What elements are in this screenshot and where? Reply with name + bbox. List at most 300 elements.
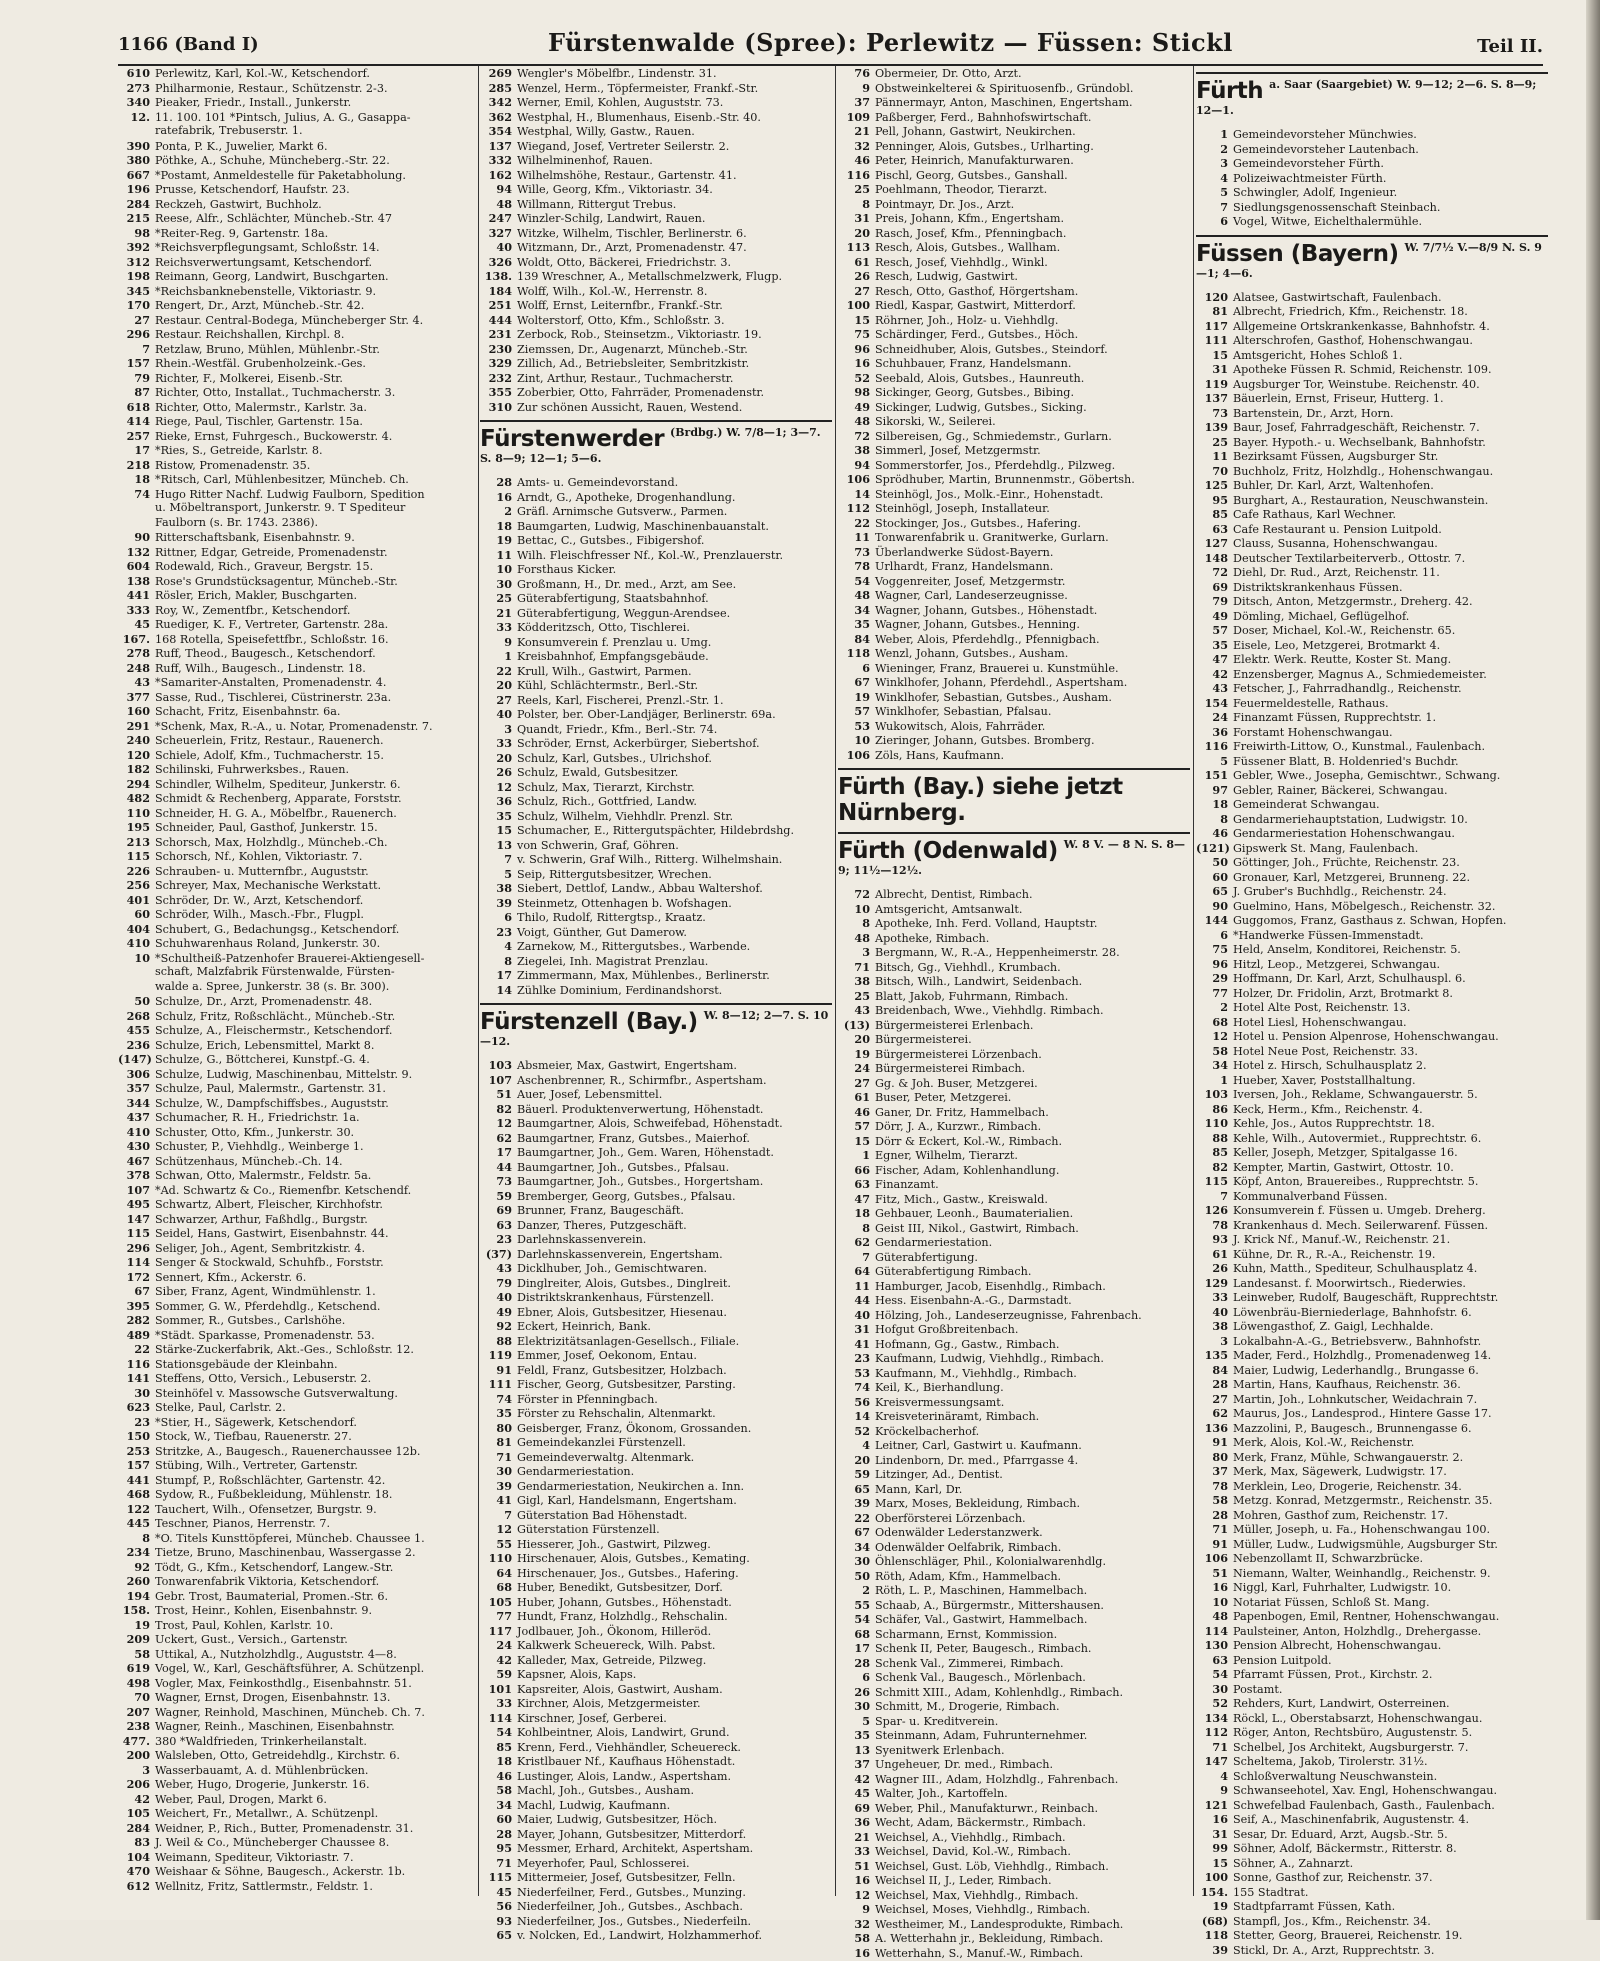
directory-entry: [480, 1363, 832, 1378]
subscriber-text: Winklhofer, Sebastian, Pfalsau.: [875, 705, 1052, 718]
subscriber-text: Seip, Rittergutsbesitzer, Wrechen.: [517, 867, 712, 881]
subscriber-text: Stadtpfarramt Füssen, Kath.: [1233, 1900, 1396, 1913]
directory-entry: [118, 574, 478, 589]
phone-number: 238: [126, 1719, 150, 1733]
phone-number: 253: [126, 1443, 150, 1458]
subscriber-text: Westphal, H., Blumenhaus, Eisenb.-Str. 40.: [517, 110, 761, 124]
directory-entry: [118, 835, 478, 850]
directory-entry: [838, 1830, 1190, 1845]
subscriber-text: Apotheke, Rimbach.: [875, 931, 990, 945]
directory-entry: [838, 1757, 1190, 1772]
phone-number: 495: [126, 1197, 150, 1211]
directory-entry: [838, 385, 1190, 400]
phone-number: 14: [854, 1409, 870, 1423]
subscriber-text: Bürgermeisterei Erlenbach.: [875, 1018, 1034, 1032]
directory-entry: [838, 414, 1190, 429]
phone-number: 12: [1212, 1029, 1228, 1043]
directory-entry: [118, 1647, 478, 1662]
phone-number: 4: [1220, 1768, 1228, 1783]
subscriber-text: Walsleben, Otto, Getreidehdlg., Kirchstr. 6.: [155, 1749, 400, 1762]
phone-number: 48: [854, 414, 870, 428]
directory-entry: [838, 1728, 1190, 1743]
subscriber-text: Reckzeh, Gastwirt, Buchholz.: [155, 197, 322, 211]
subscriber-text: Förster zu Rehschalin, Altenmarkt.: [517, 1407, 716, 1420]
phone-number: 215: [126, 211, 150, 225]
directory-entry: [838, 153, 1190, 168]
subscriber-text: Hundt, Franz, Holzhdlg., Rehschalin.: [517, 1610, 728, 1623]
subscriber-text: Sickinger, Ludwig, Gutsbes., Sicking.: [875, 400, 1087, 414]
subscriber-text: Schindler, Wilhelm, Spediteur, Junkerstr. 6.: [155, 777, 401, 791]
subscriber-text: Ganer, Dr. Fritz, Hammelbach.: [875, 1105, 1049, 1119]
subscriber-text: Kaufmann, M., Viehhdlg., Rimbach.: [875, 1366, 1077, 1380]
directory-entry: [1196, 971, 1548, 986]
subscriber-text: Wiegand, Josef, Vertreter Seilerstr. 2.: [517, 139, 730, 153]
phone-number: 110: [488, 1551, 512, 1565]
directory-entry: [838, 1134, 1190, 1149]
phone-number: 167.: [122, 631, 150, 646]
phone-number: 7: [504, 1507, 512, 1522]
directory-entry: [1196, 710, 1548, 725]
subscriber-text: Keck, Herm., Kfm., Reichenstr. 4.: [1233, 1102, 1423, 1116]
directory-entry: [838, 1177, 1190, 1192]
directory-entry: [480, 95, 832, 110]
office-hours: W. 7/7½ V.—8/9 N. S. 9—1; 4—6.: [1196, 240, 1542, 280]
subscriber-text: Kaufmann, Ludwig, Viehhdlg., Rimbach.: [875, 1352, 1104, 1365]
subscriber-text: Sommer, R., Gutsbes., Carlshöhe.: [155, 1314, 346, 1327]
phone-number: 116: [126, 1356, 150, 1371]
column-divider: [835, 66, 836, 1896]
phone-number: 19: [854, 1046, 870, 1061]
directory-entry: [838, 298, 1190, 313]
phone-number: 53: [854, 1365, 870, 1380]
subscriber-text: Röhrner, Joh., Holz- u. Viehhdlg.: [875, 313, 1059, 327]
directory-entry: [1196, 986, 1548, 1001]
subscriber-text: Polizeiwachtmeister Fürth.: [1233, 171, 1387, 185]
subscriber-text: Resch, Josef, Viehhdlg., Winkl.: [875, 255, 1048, 269]
subscriber-text: Schäfer, Val., Gastwirt, Hammelbach.: [875, 1613, 1088, 1626]
directory-entry: [480, 1406, 832, 1421]
subscriber-text: Absmeier, Max, Gastwirt, Engertsham.: [517, 1059, 737, 1072]
subscriber-text: Schröder, Wilh., Masch.-Fbr., Flugpl.: [155, 908, 364, 921]
subscriber-text: Kalleder, Max, Getreide, Pilzweg.: [517, 1653, 707, 1667]
subscriber-text: Pöthke, A., Schuhe, Müncheberg.-Str. 22.: [155, 154, 390, 167]
phone-number: 71: [496, 1855, 512, 1870]
directory-entry: [838, 1308, 1190, 1323]
directory-entry: [118, 1589, 478, 1604]
phone-number: 16: [854, 356, 870, 370]
subscriber-text: Darlehnskassenverein.: [517, 1233, 647, 1246]
directory-entry: [838, 1105, 1190, 1120]
directory-entry: [838, 1351, 1190, 1366]
phone-number: 268: [126, 1008, 150, 1023]
directory-entry: [480, 298, 832, 313]
phone-number: 294: [126, 776, 150, 791]
subscriber-text: Jodlbauer, Joh., Ökonom, Hilleröd.: [517, 1624, 712, 1638]
subscriber-text: Eckert, Heinrich, Bank.: [517, 1320, 651, 1333]
subscriber-text: Gg. & Joh. Buser, Metzgerei.: [875, 1076, 1038, 1090]
directory-entry: [480, 1116, 832, 1131]
phone-number: 24: [496, 1638, 512, 1652]
phone-number: 61: [1212, 1246, 1228, 1261]
phone-number: 130: [1204, 1638, 1228, 1652]
directory-entry: [118, 588, 478, 603]
phone-number: 8: [862, 916, 870, 930]
subscriber-text: Gebler, Wwe., Josepha, Gemischtwr., Schwang.: [1233, 769, 1501, 782]
directory-entry: [1196, 725, 1548, 740]
subscriber-text: Schulz, Karl, Gutsbes., Ulrichshof.: [517, 751, 712, 765]
directory-entry: [1196, 1276, 1548, 1291]
phone-number: 34: [854, 602, 870, 617]
subscriber-text: Gemeindevorsteher Münchwies.: [1233, 128, 1417, 141]
phone-number: 151: [1204, 768, 1228, 782]
subscriber-text: Seif, A., Maschinenfabrik, Augustenstr. 4.: [1233, 1813, 1470, 1826]
subscriber-text: Hueber, Xaver, Poststallhaltung.: [1233, 1073, 1416, 1087]
phone-number: (68): [1201, 1913, 1228, 1928]
directory-entry: [838, 1540, 1190, 1555]
phone-number: 269: [488, 66, 512, 80]
subscriber-text: Maier, Ludwig, Lederhandlg., Brungasse 6.: [1233, 1363, 1479, 1377]
phone-number: 17: [854, 1641, 870, 1655]
directory-entry: [838, 974, 1190, 989]
subscriber-text: Hugo Ritter Nachf. Ludwig Faulborn, Spedition: [155, 487, 425, 501]
subscriber-text: Schulze, Paul, Malermstr., Gartenstr. 31.: [155, 1082, 386, 1095]
phone-number: 247: [488, 211, 512, 225]
directory-entry: [1196, 435, 1548, 450]
subscriber-text: Schilinski, Fuhrwerksbes., Rauen.: [155, 763, 350, 776]
phone-number: 6: [862, 660, 870, 675]
phone-number: 16: [1212, 1812, 1228, 1826]
phone-number: 273: [126, 80, 150, 95]
phone-number: 46: [854, 1104, 870, 1119]
subscriber-text: Poehlmann, Theodor, Tierarzt.: [875, 183, 1048, 196]
directory-entry: [838, 110, 1190, 125]
phone-number: 136: [1204, 1420, 1228, 1435]
subscriber-text: Großmann, H., Dr. med., Arzt, am See.: [517, 577, 737, 591]
subscriber-text: Winklhofer, Johann, Pferdehdl., Aspertsham.: [875, 676, 1128, 689]
directory-entry: [480, 342, 832, 357]
phone-number: 455: [126, 1023, 150, 1037]
subscriber-text: Schumacher, E., Rittergutspächter, Hildebrdshg.: [517, 824, 795, 837]
phone-number: 78: [1212, 1478, 1228, 1493]
directory-entry: [838, 1627, 1190, 1642]
subscriber-text: Ditsch, Anton, Metzgermstr., Dreherg. 42.: [1233, 595, 1473, 608]
directory-entry: [480, 533, 832, 548]
phone-number: 63: [1212, 521, 1228, 536]
directory-entry: [118, 313, 478, 328]
phone-number: 2: [1220, 1000, 1228, 1014]
directory-entry: [480, 548, 832, 563]
phone-number: 10: [134, 950, 150, 965]
subscriber-text: Bezirksamt Füssen, Augsburger Str.: [1233, 450, 1439, 463]
phone-number: 16: [496, 489, 512, 504]
phone-number: 51: [1212, 1565, 1228, 1580]
phone-number: 129: [1204, 1275, 1228, 1290]
directory-entry: [118, 139, 478, 154]
phone-number: 118: [846, 646, 870, 660]
phone-number: 105: [488, 1594, 512, 1609]
directory-entry: [480, 1856, 832, 1871]
directory-entry: [1196, 783, 1548, 798]
subscriber-text: Holzer, Dr. Fridolin, Arzt, Brotmarkt 8.: [1233, 986, 1453, 1000]
phone-number: 67: [134, 1284, 150, 1298]
phone-number: 125: [1204, 478, 1228, 492]
directory-entry: [838, 342, 1190, 357]
directory-entry: [1196, 290, 1548, 305]
phone-number: 57: [854, 1119, 870, 1133]
subscriber-text: Weber, Alois, Pferdehdlg., Pfennigbach.: [875, 632, 1100, 646]
town-name: Fürth (Bay.) siehe jetzt Nürnberg.: [838, 774, 1123, 826]
phone-number: 78: [854, 559, 870, 573]
phone-number: 75: [1212, 942, 1228, 956]
directory-entry: [480, 211, 832, 226]
subscriber-text: Schaab, A., Bürgermstr., Mittershausen.: [875, 1598, 1104, 1612]
phone-number: 36: [854, 1815, 870, 1829]
subscriber-text: Wecht, Adam, Bäckermstr., Rimbach.: [875, 1816, 1086, 1829]
directory-entry: [838, 1250, 1190, 1265]
directory-entry: [118, 1835, 478, 1850]
subscriber-text: Wetterhahn, S., Manuf.-W., Rimbach.: [875, 1946, 1084, 1960]
phone-number: 23: [496, 1232, 512, 1246]
phone-number: 49: [854, 399, 870, 414]
subscriber-text: Wilhelmshöhe, Restaur., Gartenstr. 41.: [517, 168, 737, 182]
subscriber-text: Pfarramt Füssen, Prot., Kirchstr. 2.: [1233, 1668, 1433, 1681]
phone-number: 410: [126, 1124, 150, 1139]
directory-entry: [118, 864, 478, 879]
directory-entry: [480, 182, 832, 197]
subscriber-text: Kreisbahnhof, Empfangsgebäude.: [517, 650, 709, 663]
directory-entry: [480, 1798, 832, 1813]
phone-number: 84: [854, 631, 870, 646]
directory-entry: [1196, 696, 1548, 711]
phone-number: 92: [134, 1559, 150, 1574]
directory-entry: [838, 516, 1190, 531]
phone-number: 207: [126, 1704, 150, 1719]
subscriber-text: Voigt, Günther, Gut Damerow.: [517, 925, 687, 939]
subscriber-text: Krull, Wilh., Gastwirt, Parmen.: [517, 664, 692, 678]
phone-number: 354: [488, 124, 512, 138]
phone-number: 88: [1212, 1130, 1228, 1145]
phone-number: 39: [1212, 1942, 1228, 1957]
phone-number: 285: [488, 80, 512, 95]
subscriber-text: Papenbogen, Emil, Rentner, Hohenschwangau.: [1233, 1610, 1500, 1623]
directory-entry: [838, 1235, 1190, 1250]
directory-entry: [1196, 681, 1548, 696]
directory-entry: [480, 110, 832, 125]
subscriber-text: Paulsteiner, Anton, Holzhdlg., Drehergasse.: [1233, 1624, 1482, 1638]
directory-entry: [1196, 171, 1548, 186]
column-4: [1196, 66, 1548, 1957]
phone-number: 111: [488, 1377, 512, 1391]
directory-entry: [118, 1125, 478, 1140]
directory-entry: [1196, 1479, 1548, 1494]
phone-number: 39: [496, 1478, 512, 1493]
subscriber-text: Stockinger, Jos., Gutsbes., Hafering.: [875, 516, 1081, 530]
directory-entry: [118, 298, 478, 313]
directory-entry: [118, 849, 478, 864]
directory-entry: [1196, 1754, 1548, 1769]
phone-number: 127: [1204, 536, 1228, 550]
subscriber-text: Gronauer, Karl, Metzgerei, Brunneng. 22.: [1233, 870, 1471, 884]
subscriber-text: Weber, Hugo, Drogerie, Junkerstr. 16.: [155, 1778, 370, 1791]
phone-number: 604: [126, 559, 150, 573]
phone-number: 94: [854, 457, 870, 472]
subscriber-text: Steffens, Otto, Versich., Lebuserstr. 2.: [155, 1372, 372, 1385]
subscriber-text: Pell, Johann, Gastwirt, Neukirchen.: [875, 125, 1076, 138]
directory-entry: [118, 719, 478, 734]
subscriber-text: Urlhardt, Franz, Handelsmann.: [875, 560, 1054, 573]
phone-number: 88: [496, 1333, 512, 1348]
subscriber-text: Postamt.: [1233, 1682, 1283, 1696]
subscriber-text: Forstamt Hohenschwangau.: [1233, 725, 1393, 739]
phone-number: 45: [496, 1884, 512, 1899]
subscriber-text: Dömling, Michael, Geflügelhof.: [1233, 609, 1410, 623]
directory-entry: [838, 1322, 1190, 1337]
directory-entry: [1196, 841, 1548, 856]
phone-number: 4: [1220, 170, 1228, 185]
directory-entry: [118, 458, 478, 473]
directory-entry: [1196, 1928, 1548, 1943]
phone-number: 62: [496, 1130, 512, 1145]
directory-entry: [838, 1772, 1190, 1787]
directory-entry: [118, 1632, 478, 1647]
subscriber-text: Schwarzer, Arthur, Faßhdlg., Burgstr.: [155, 1212, 368, 1226]
phone-number: 104: [126, 1849, 150, 1864]
directory-entry: [838, 1206, 1190, 1221]
subscriber-text: Walter, Joh., Kartoffeln.: [875, 1787, 1008, 1800]
phone-number: 26: [496, 765, 512, 779]
phone-number: 54: [496, 1725, 512, 1739]
directory-entry: [118, 1545, 478, 1560]
subscriber-text: Kühl, Schlächtermstr., Berl.-Str.: [517, 679, 699, 692]
directory-entry: [838, 139, 1190, 154]
subscriber-text: Bitsch, Wilh., Landwirt, Seidenbach.: [875, 975, 1083, 988]
subscriber-text: Rodewald, Rich., Graveur, Bergstr. 15.: [155, 560, 374, 573]
directory-entry: [1196, 1493, 1548, 1508]
phone-number: 248: [126, 660, 150, 675]
phone-number: 50: [134, 994, 150, 1008]
phone-number: 441: [126, 1472, 150, 1487]
phone-number: 7: [504, 852, 512, 866]
subscriber-text: Schulze, G., Böttcherei, Kunstpf.-G. 4.: [155, 1053, 370, 1066]
phone-number: 10: [1212, 1594, 1228, 1609]
directory-entry: [480, 896, 832, 911]
directory-entry: [480, 1609, 832, 1624]
directory-entry: [1196, 507, 1548, 522]
subscriber-text: Hofmann, Gg., Gastw., Rimbach.: [875, 1337, 1060, 1351]
phone-number: 43: [1212, 681, 1228, 695]
town-heading: [480, 1003, 832, 1054]
subscriber-text: Ködderitzsch, Otto, Tischlerei.: [517, 621, 690, 634]
phone-number: 110: [126, 805, 150, 820]
subscriber-text: Bürgermeisterei.: [875, 1033, 972, 1046]
phone-number: 23: [854, 1351, 870, 1365]
subscriber-text: Landesanst. f. Moorwirtsch., Riederwies.: [1233, 1276, 1466, 1290]
phone-number: 15: [1212, 347, 1228, 362]
phone-number: 22: [496, 663, 512, 678]
phone-number: 35: [496, 808, 512, 823]
phone-number: 15: [854, 1133, 870, 1148]
directory-entry: [838, 588, 1190, 603]
directory-entry: [838, 1699, 1190, 1714]
directory-entry: [118, 1139, 478, 1154]
directory-entry: [838, 1366, 1190, 1381]
directory-entry: [118, 327, 478, 342]
directory-entry: [1196, 1232, 1548, 1247]
subscriber-text: *Ries, S., Getreide, Karlstr. 8.: [155, 444, 323, 457]
phone-number: 48: [854, 930, 870, 945]
phone-number: 50: [854, 1568, 870, 1583]
subscriber-text: Rieke, Ernst, Fuhrgesch., Buckowerstr. 4.: [155, 429, 393, 443]
subscriber-text: Gemeindevorsteher Lautenbach.: [1233, 142, 1419, 156]
phone-number: 72: [854, 887, 870, 901]
phone-number: 20: [496, 750, 512, 765]
subscriber-text: Niederfeilner, Ferd., Gutsbes., Munzing.: [517, 1885, 746, 1899]
subscriber-text: Schulz, Wilhelm, Viehhdlr. Prenzl. Str.: [517, 809, 734, 823]
phone-number: 282: [126, 1313, 150, 1327]
subscriber-text: Prusse, Ketschendorf, Haufstr. 23.: [155, 183, 350, 196]
subscriber-text: Stelke, Paul, Carlstr. 2.: [155, 1401, 286, 1414]
directory-entry: [1196, 1725, 1548, 1740]
directory-entry: [480, 1551, 832, 1566]
phone-number: 79: [1212, 594, 1228, 608]
directory-entry: [118, 1531, 478, 1546]
phone-number: 11: [496, 547, 512, 562]
phone-number: 623: [126, 1400, 150, 1414]
directory-entry: [1196, 1218, 1548, 1233]
subscriber-text: J. Gruber's Buchhdlg., Reichenstr. 24.: [1233, 885, 1447, 898]
phone-number: 296: [126, 1240, 150, 1255]
directory-entry: [118, 1806, 478, 1821]
subscriber-text: Kalkwerk Scheuereck, Wilh. Pabst.: [517, 1639, 716, 1652]
subscriber-text: Kirchner, Alois, Metzgermeister.: [517, 1697, 701, 1710]
subscriber-text: Wagner, Reinhold, Maschinen, Müncheb. Ch. 7.: [155, 1705, 425, 1719]
column-2: [480, 66, 832, 1942]
phone-number: 41: [854, 1336, 870, 1351]
directory-entry: [838, 211, 1190, 226]
directory-entry: [480, 153, 832, 168]
directory-entry: [838, 1946, 1190, 1961]
phone-number: 73: [854, 544, 870, 559]
subscriber-text: Güterstation Bad Höhenstadt.: [517, 1508, 688, 1522]
phone-number: 105: [126, 1806, 150, 1820]
directory-entry: [480, 765, 832, 780]
directory-entry: [118, 1618, 478, 1633]
phone-number: 147: [1204, 1754, 1228, 1768]
phone-number: 34: [496, 1797, 512, 1812]
phone-number: 194: [126, 1588, 150, 1603]
phone-number: 44: [854, 1293, 870, 1307]
phone-number: 27: [496, 692, 512, 707]
subscriber-text: Hotel Liesl, Hohenschwangau.: [1233, 1015, 1407, 1029]
phone-number: 333: [126, 602, 150, 617]
subscriber-text: Schulze, W., Dampfschiffsbes., Auguststr.: [155, 1096, 389, 1110]
directory-entry: [1196, 156, 1548, 171]
subscriber-text: Weber, Phil., Manufakturwr., Reinbach.: [875, 1801, 1098, 1815]
phone-number: 66: [854, 1162, 870, 1177]
phone-number: 35: [1212, 637, 1228, 652]
phone-number: 378: [126, 1168, 150, 1182]
phone-number: 71: [1212, 1739, 1228, 1754]
directory-entry: [838, 443, 1190, 458]
phone-number: 22: [854, 515, 870, 530]
subscriber-text: *Reichsbanknebenstelle, Viktoriastr. 9.: [155, 284, 377, 298]
phone-number: 64: [496, 1565, 512, 1580]
phone-number: 5: [862, 1713, 870, 1728]
subscriber-text: Hitzl, Leop., Metzgerei, Schwangau.: [1233, 957, 1441, 971]
subscriber-text: Stickl, Dr. A., Arzt, Rupprechtstr. 3.: [1233, 1943, 1435, 1957]
directory-entry: [480, 327, 832, 342]
directory-entry: [118, 1038, 478, 1053]
